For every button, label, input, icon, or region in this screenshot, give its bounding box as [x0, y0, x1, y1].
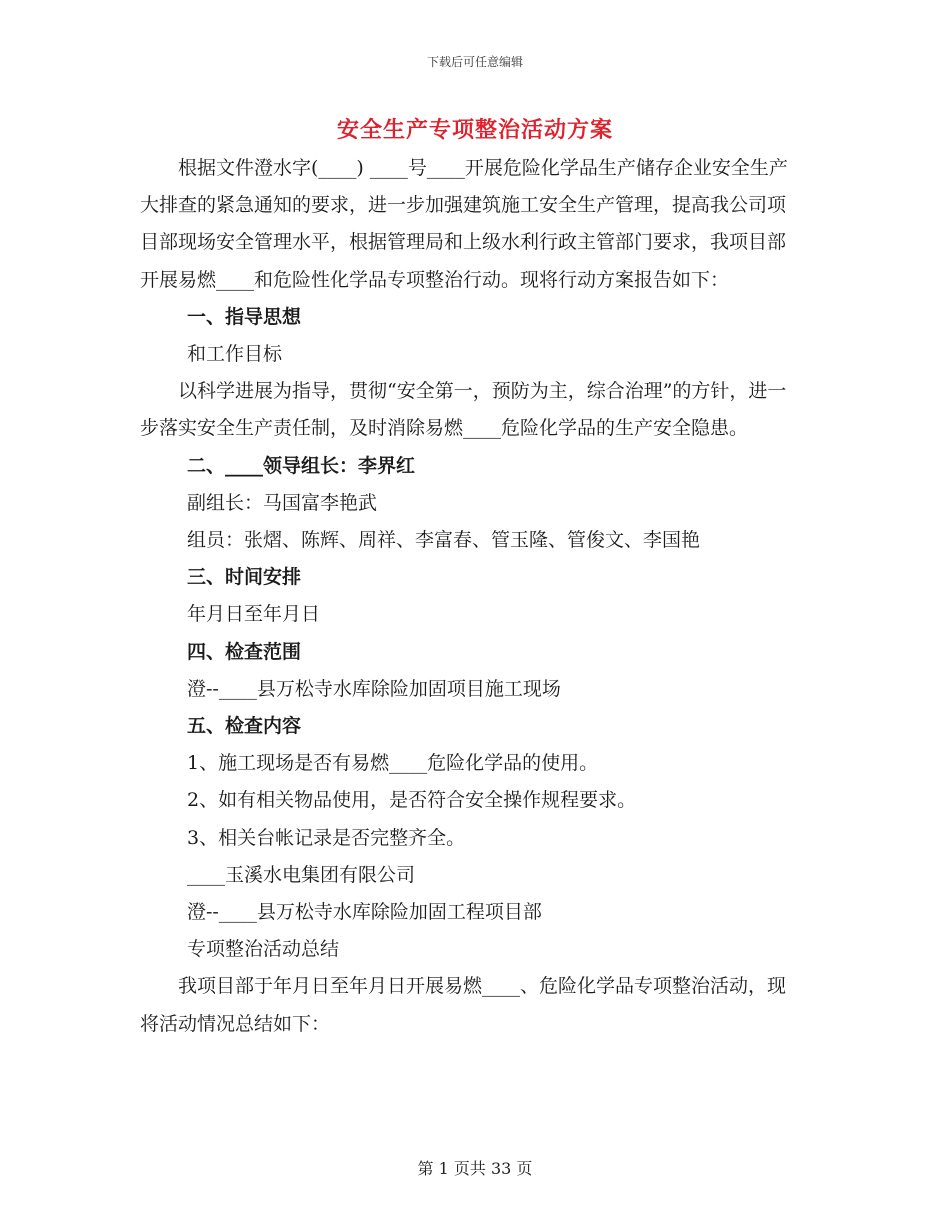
summary-paragraph: 我项目部于年月日至年月日开展易燃____、危险化学品专项整治活动，现将活动情况总结如下：: [140, 975, 787, 1035]
guide-paragraph: 以科学进展为指导，贯彻“安全第一，预防为主，综合治理”的方针，进一步落实安全生产责任制，及时消除易燃____危险化学品的生产安全隐患。: [140, 380, 787, 440]
section-heading-2: 二、____领导组长：李界红: [187, 454, 416, 477]
check-item-2: 2、如有相关物品使用，是否符合安全操作规程要求。: [187, 789, 637, 812]
section-heading-3: 三、时间安排: [187, 566, 302, 589]
check-item-1: 1、施工现场是否有易燃____危险化学品的使用。: [187, 752, 599, 775]
document-title: 安全生产专项整治活动方案: [336, 118, 613, 143]
members-line: 组员：张熠、陈辉、周祥、李富春、管玉隆、管俊文、李国艳: [187, 529, 701, 552]
department-line: 澄--____县万松寺水库除险加固工程项目部: [187, 901, 542, 924]
company-line: ____玉溪水电集团有限公司: [187, 863, 416, 886]
scope-line: 澄--____县万松寺水库除险加固项目施工现场: [187, 677, 561, 700]
section-heading-1: 一、指导思想: [187, 305, 302, 328]
section-heading-5: 五、检查内容: [187, 715, 302, 738]
section-heading-1-continued: 和工作目标: [187, 343, 283, 366]
check-item-3: 3、相关台帐记录是否完整齐全。: [187, 826, 466, 849]
intro-paragraph: 根据文件澄水字(____) ____号____开展危险化学品生产储存企业安全生产大排查的紧急通知的要求，进一步加强建筑施工安全生产管理，提高我公司项目部现场安全管理水平，根据管理局和上级水利行政主管部门要求，我项目部开展易燃____和危险性化学品专项整治行动。现将行动方案报告如下：: [140, 157, 788, 291]
page-footer: 第 1 页共 33 页: [417, 1159, 533, 1178]
page-header-note: 下载后可任意编辑: [426, 55, 523, 69]
section-heading-4: 四、检查范围: [187, 640, 302, 663]
time-line: 年月日至年月日: [187, 603, 321, 626]
document-body: [140, 150, 800, 1043]
summary-title: 专项整治活动总结: [187, 938, 340, 961]
deputy-leader-line: 副组长：马国富李艳武: [187, 491, 378, 514]
